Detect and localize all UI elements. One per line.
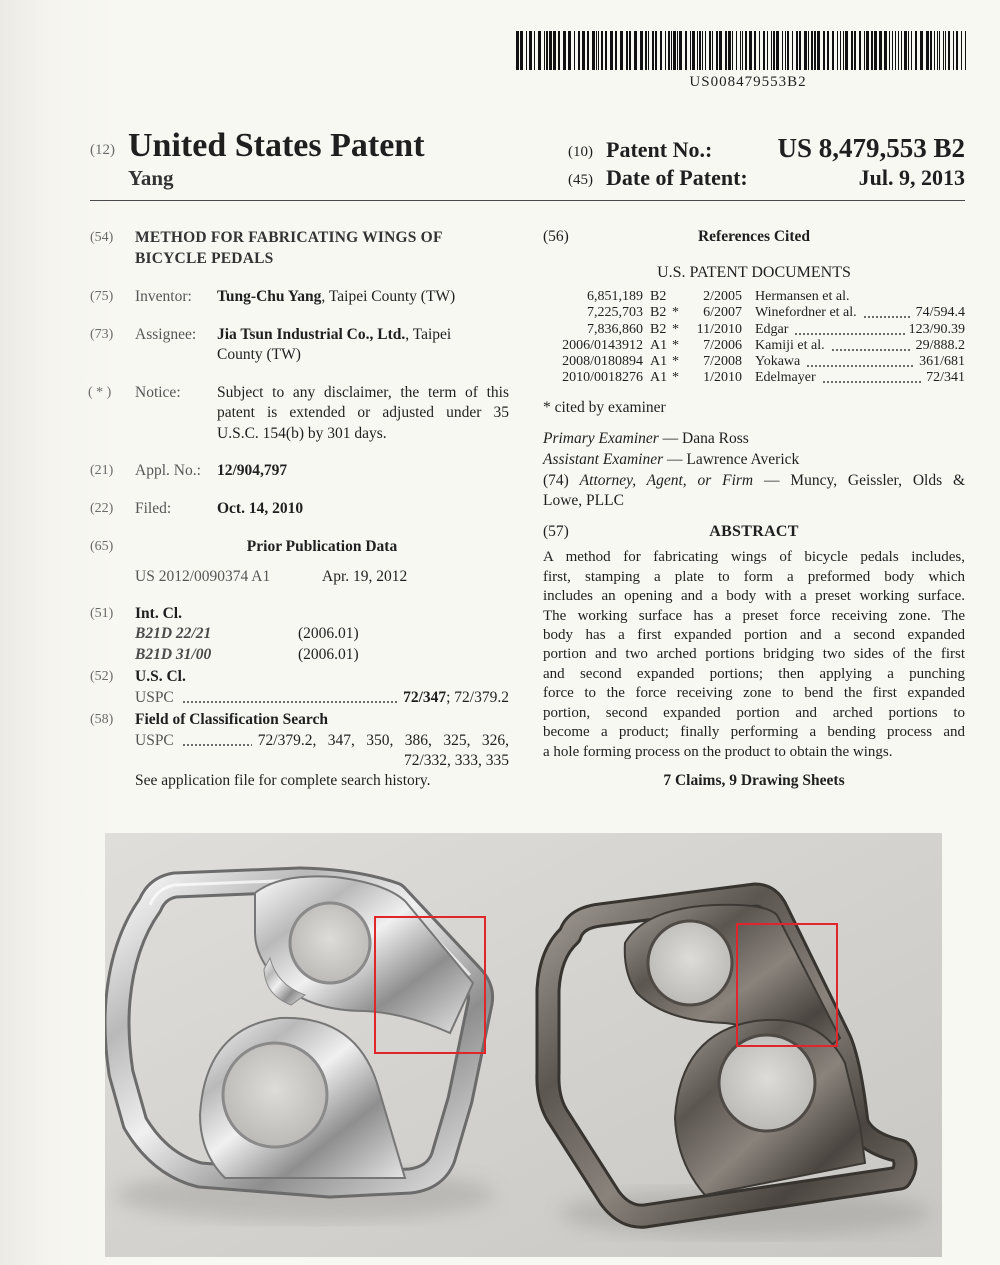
barcode-bar xyxy=(520,31,523,70)
int-cl-version: (2006.01) xyxy=(298,646,359,663)
barcode-bar xyxy=(615,31,617,70)
field-search-classes: 72/379.2, 347, 350, 386, 325, 326, xyxy=(257,732,509,749)
us-cl-secondary: ; 72/379.2 xyxy=(446,689,509,706)
reference-examiner-star: * xyxy=(672,338,679,353)
barcode-bar xyxy=(568,31,571,70)
barcode-bar xyxy=(732,31,733,70)
reference-row xyxy=(543,322,965,338)
barcode-bar xyxy=(578,31,580,70)
prior-publication-heading: Prior Publication Data xyxy=(246,538,398,555)
barcode-bar xyxy=(817,31,820,70)
date-of-patent: Jul. 9, 2013 xyxy=(858,165,965,190)
barcode-bar xyxy=(814,31,816,70)
reference-name: Winefordner et al. xyxy=(755,305,857,320)
reference-kind: B2 xyxy=(650,289,667,304)
references-cited-heading: References Cited xyxy=(697,228,811,245)
inid-code-54: (54) xyxy=(90,230,114,245)
inid-code-65: (65) xyxy=(90,539,114,554)
barcode-number: US008479553B2 xyxy=(689,74,807,90)
reference-date: 2/2005 xyxy=(703,289,742,304)
reference-name: Edgar xyxy=(755,322,789,337)
assignee-location: , Taipei xyxy=(405,326,452,343)
reference-citation xyxy=(755,370,965,386)
notice-line: Subject to any disclaimer, the term of this xyxy=(217,384,509,401)
barcode-bar xyxy=(808,31,809,70)
reference-class: 29/888.2 xyxy=(915,338,965,353)
claims-summary: 7 Claims, 9 Drawing Sheets xyxy=(663,772,845,789)
pedal-hole xyxy=(223,1043,327,1147)
barcode-bar xyxy=(845,31,848,70)
reference-kind: A1 xyxy=(650,354,668,369)
attorney-label: Attorney, Agent, or Firm xyxy=(579,472,754,489)
barcode-bar xyxy=(538,31,541,70)
barcode-bar xyxy=(563,31,566,70)
barcode-bar xyxy=(759,31,760,70)
barcode-bar xyxy=(648,31,649,70)
barcode-bar xyxy=(904,31,907,70)
assistant-examiner-label: Assistant Examiner xyxy=(543,451,664,468)
reference-citation xyxy=(755,322,965,338)
barcode-bar xyxy=(961,31,962,70)
dot-leader xyxy=(822,381,922,383)
abstract-line: A method for fabricating wings of bicycle pedals includes, xyxy=(543,549,965,565)
assignee-location-line2: County (TW) xyxy=(217,346,301,363)
reference-examiner-star: * xyxy=(672,354,679,369)
barcode-bar xyxy=(553,31,556,70)
pedal-hole xyxy=(719,1035,815,1131)
inid-code-57: (57) xyxy=(543,523,569,540)
filed-date: Oct. 14, 2010 xyxy=(217,500,304,517)
barcode-bar xyxy=(930,31,932,70)
reference-kind: A1 xyxy=(650,338,668,353)
barcode-bar xyxy=(915,31,917,70)
invention-title-line: METHOD FOR FABRICATING WINGS OF xyxy=(135,229,443,246)
barcode-bar xyxy=(634,31,637,70)
reference-examiner-star: * xyxy=(672,370,679,385)
reference-name: Kamiji et al. xyxy=(755,338,825,353)
inventor-name: Tung-Chu Yang xyxy=(217,288,322,305)
barcode-bar xyxy=(697,31,698,70)
primary-examiner xyxy=(543,430,749,448)
reference-citation xyxy=(755,354,965,370)
pedal-hole xyxy=(290,903,370,983)
barcode-bar xyxy=(898,31,899,70)
abstract-heading: ABSTRACT xyxy=(709,523,799,540)
reference-number: 2008/0180894 xyxy=(562,354,643,369)
inid-code-10: (10) xyxy=(568,144,593,160)
us-cl-value xyxy=(403,689,509,707)
patent-number-label: Patent No.: xyxy=(606,137,713,162)
document-title: United States Patent xyxy=(128,127,425,164)
barcode-bar xyxy=(692,31,695,70)
dot-leader xyxy=(794,333,904,335)
inventor-value xyxy=(217,288,455,306)
barcode-bar xyxy=(712,31,713,70)
barcode-bar xyxy=(908,31,909,70)
barcode-bar xyxy=(953,31,954,70)
inid-code-notice: ( * ) xyxy=(88,385,112,400)
reference-class: 123/90.39 xyxy=(908,322,965,337)
barcode-bar xyxy=(652,31,654,70)
invention-title-line: BICYCLE PEDALS xyxy=(135,250,274,267)
barcode-bar xyxy=(629,31,631,70)
barcode-bar xyxy=(889,31,890,70)
reference-name: Hermansen et al. xyxy=(755,289,850,304)
barcode-bar xyxy=(587,31,589,70)
barcode-bar xyxy=(796,31,798,70)
barcode-bar xyxy=(546,31,548,70)
reference-citation xyxy=(755,289,965,305)
application-number: 12/904,797 xyxy=(217,462,288,479)
barcode-bar xyxy=(911,31,912,70)
barcode-bar xyxy=(823,31,825,70)
barcode-bar xyxy=(558,31,560,70)
notice-line: U.S.C. 154(b) by 301 days. xyxy=(217,425,387,442)
reference-citation xyxy=(755,338,965,354)
us-cl-primary: 72/347 xyxy=(403,689,447,706)
barcode-bar xyxy=(840,31,841,70)
barcode-bar xyxy=(939,31,940,70)
patent-number: US 8,479,553 B2 xyxy=(777,133,965,163)
barcode-bar xyxy=(668,31,670,70)
inid-code-73: (73) xyxy=(90,327,114,342)
barcode-bar xyxy=(843,31,844,70)
barcode-bar xyxy=(526,31,527,70)
barcode-bar xyxy=(785,31,786,70)
barcode-bar xyxy=(673,31,676,70)
uspc-label: USPC xyxy=(135,689,174,706)
us-cl-heading: U.S. Cl. xyxy=(135,668,186,685)
field-search-heading: Field of Classification Search xyxy=(135,711,329,728)
barcode-bar xyxy=(742,31,743,70)
barcode-bar xyxy=(574,31,575,70)
reference-kind: A1 xyxy=(650,370,668,385)
int-cl-class: B21D 22/21 xyxy=(135,625,212,642)
barcode-bar xyxy=(864,31,865,70)
barcode-bar xyxy=(592,31,595,70)
barcode-bar xyxy=(677,31,678,70)
us-cl-row xyxy=(135,689,509,707)
barcode-bar xyxy=(665,31,666,70)
abstract-line: first, stamping a plate to form a preformed body which xyxy=(543,569,965,585)
reference-class: 361/681 xyxy=(919,354,965,369)
reference-number: 6,851,189 xyxy=(587,289,643,304)
barcode-bar xyxy=(596,31,597,70)
barcode-bar xyxy=(767,31,768,70)
abstract-line: includes an opening and a body with a preset working surface. xyxy=(543,588,965,604)
barcode-bar xyxy=(773,31,775,70)
assistant-examiner-name: — Lawrence Averick xyxy=(667,451,800,468)
barcode-bar xyxy=(874,31,877,70)
abstract-line: The working surface has a preset force receiving zone. The xyxy=(543,608,965,624)
barcode-bar xyxy=(549,31,552,70)
int-cl-heading: Int. Cl. xyxy=(135,605,182,622)
barcode-bar xyxy=(832,31,834,70)
reference-number: 2006/0143912 xyxy=(562,338,643,353)
barcode-bar xyxy=(660,31,662,70)
barcode-bar xyxy=(745,31,747,70)
assignee-name: Jia Tsun Industrial Co., Ltd. xyxy=(217,326,406,343)
barcode-bar xyxy=(516,31,519,70)
reference-kind: B2 xyxy=(650,322,667,337)
reference-citation xyxy=(755,305,965,321)
attorney-value: — Muncy, Geissler, Olds & xyxy=(763,472,965,489)
barcode-bar xyxy=(671,31,672,70)
barcode-bar xyxy=(782,31,783,70)
reference-kind: B2 xyxy=(650,305,667,320)
reference-name: Yokawa xyxy=(755,354,801,369)
barcode-bar xyxy=(859,31,861,70)
barcode-bar xyxy=(705,31,706,70)
reference-row xyxy=(543,354,965,370)
inid-code-51: (51) xyxy=(90,606,114,621)
barcode-bar xyxy=(605,31,607,70)
barcode-bar xyxy=(655,31,657,70)
header-divider xyxy=(90,200,965,201)
inventor-surname: Yang xyxy=(128,166,174,190)
prior-publication-date: Apr. 19, 2012 xyxy=(322,568,408,585)
abstract-line: become a product; finally performing a bending process and xyxy=(543,724,965,740)
barcode-bar xyxy=(945,31,946,70)
reference-date: 7/2006 xyxy=(703,338,742,353)
barcode-bar xyxy=(948,31,950,70)
barcode-bar xyxy=(776,31,779,70)
barcode-bar xyxy=(626,31,628,70)
cited-by-examiner-note: * cited by examiner xyxy=(543,399,666,416)
reference-date: 1/2010 xyxy=(703,370,742,385)
barcode-bar xyxy=(620,31,623,70)
inid-code-22: (22) xyxy=(90,501,114,516)
field-search-row xyxy=(135,732,509,750)
barcode-bar xyxy=(740,31,741,70)
inid-code-58: (58) xyxy=(90,712,114,727)
barcode-bar xyxy=(901,31,902,70)
barcode-bar xyxy=(892,31,893,70)
barcode-bar xyxy=(837,31,838,70)
uspc-label: USPC xyxy=(135,732,174,749)
barcode-bar xyxy=(854,31,856,70)
inid-code-74: (74) xyxy=(543,472,569,489)
barcode-bar xyxy=(728,31,731,70)
abstract-line: and second expanded portions; then applying a punching xyxy=(543,666,965,682)
inid-code-75: (75) xyxy=(90,289,114,304)
inid-code-52: (52) xyxy=(90,669,114,684)
barcode xyxy=(516,31,966,70)
inventor-location: , Taipei County (TW) xyxy=(321,288,456,305)
barcode-bar xyxy=(601,31,603,70)
attorney-line xyxy=(543,472,965,490)
notice-label: Notice: xyxy=(135,384,181,401)
barcode-bar xyxy=(725,31,727,70)
barcode-bar xyxy=(719,31,722,70)
barcode-bar xyxy=(709,31,711,70)
reference-number: 7,836,860 xyxy=(587,322,643,337)
barcode-bar xyxy=(879,31,882,70)
reference-row xyxy=(543,338,965,354)
barcode-bar xyxy=(763,31,765,70)
attorney-line2: Lowe, PLLC xyxy=(543,492,624,509)
barcode-bar xyxy=(943,31,944,70)
barcode-bar xyxy=(884,31,887,70)
barcode-bar xyxy=(866,31,869,70)
barcode-bar xyxy=(702,31,703,70)
barcode-bar xyxy=(937,31,938,70)
reference-examiner-star: * xyxy=(672,322,679,337)
assistant-examiner xyxy=(543,451,799,469)
barcode-bar xyxy=(534,31,535,70)
inid-code-56: (56) xyxy=(543,228,569,245)
reference-row xyxy=(543,289,965,305)
reference-class: 74/594.4 xyxy=(915,305,965,320)
abstract-line: force to the force receiving zone to bend the first expanded xyxy=(543,685,965,701)
reference-class: 72/341 xyxy=(926,370,965,385)
barcode-bar xyxy=(920,31,923,70)
reference-number: 2010/0018276 xyxy=(562,370,643,385)
int-cl-class: B21D 31/00 xyxy=(135,646,212,663)
inventor-label: Inventor: xyxy=(135,288,192,305)
barcode-bar xyxy=(851,31,853,70)
barcode-bar xyxy=(699,31,701,70)
barcode-bar xyxy=(827,31,829,70)
barcode-bar xyxy=(690,31,691,70)
reference-name: Edelmayer xyxy=(755,370,816,385)
filed-label: Filed: xyxy=(135,500,172,517)
reference-row xyxy=(543,305,965,321)
field-search-note: See application file for complete search history. xyxy=(135,772,431,789)
barcode-bar xyxy=(787,31,789,70)
dot-leader xyxy=(863,316,912,318)
barcode-bar xyxy=(679,31,682,70)
us-patent-documents-heading: U.S. PATENT DOCUMENTS xyxy=(657,264,851,281)
pedal-wings-photo xyxy=(105,833,942,1257)
abstract-line: body has a first expanded portion and a second expanded xyxy=(543,627,965,643)
barcode-bar xyxy=(582,31,585,70)
barcode-bar xyxy=(640,31,643,70)
barcode-bar xyxy=(749,31,752,70)
date-of-patent-label: Date of Patent: xyxy=(606,165,748,190)
barcode-bar xyxy=(792,31,793,70)
barcode-bar xyxy=(610,31,613,70)
barcode-bar xyxy=(926,31,929,70)
barcode-bar xyxy=(736,31,737,70)
barcode-bar xyxy=(799,31,801,70)
reference-examiner-star: * xyxy=(672,305,679,320)
inid-code-45: (45) xyxy=(568,172,593,188)
barcode-bar xyxy=(754,31,756,70)
barcode-bar xyxy=(685,31,687,70)
reference-row xyxy=(543,370,965,386)
abstract-line: portion, second expanded portion and arched portions to xyxy=(543,705,965,721)
reference-date: 11/2010 xyxy=(696,322,742,337)
prior-publication-number: US 2012/0090374 A1 xyxy=(135,568,271,585)
barcode-bar xyxy=(956,31,958,70)
barcode-bar xyxy=(598,31,599,70)
assignee-label: Assignee: xyxy=(135,326,197,343)
barcode-bar xyxy=(895,31,896,70)
pedal-hole xyxy=(648,921,732,1005)
dot-leader xyxy=(831,349,912,351)
reference-number: 7,225,703 xyxy=(587,305,643,320)
dot-leader xyxy=(182,744,252,746)
dot-leader xyxy=(806,365,915,367)
assignee-value xyxy=(217,326,451,344)
barcode-bar xyxy=(934,31,935,70)
barcode-bar xyxy=(645,31,647,70)
notice-line: patent is extended or adjusted under 35 xyxy=(217,404,509,421)
abstract-line: a hole forming process on the product to obtain the wings. xyxy=(543,744,893,760)
application-number-label: Appl. No.: xyxy=(135,462,201,479)
field-search-classes-line2: 72/332, 333, 335 xyxy=(403,752,509,769)
reference-date: 7/2008 xyxy=(703,354,742,369)
inid-code-12: (12) xyxy=(90,142,115,158)
barcode-bar xyxy=(716,31,718,70)
dot-leader xyxy=(182,701,397,703)
inid-code-21: (21) xyxy=(90,463,114,478)
barcode-bar xyxy=(804,31,807,70)
barcode-bar xyxy=(529,31,532,70)
barcode-bar xyxy=(811,31,813,70)
barcode-bar xyxy=(965,31,966,70)
barcode-bar xyxy=(771,31,772,70)
barcode-bar xyxy=(871,31,873,70)
primary-examiner-label: Primary Examiner xyxy=(543,430,659,447)
barcode-bar xyxy=(544,31,545,70)
reference-date: 6/2007 xyxy=(703,305,742,320)
abstract-line: portion and two arched portions bridging two sides of the first xyxy=(543,646,965,662)
int-cl-version: (2006.01) xyxy=(298,625,359,642)
primary-examiner-name: — Dana Ross xyxy=(662,430,749,447)
